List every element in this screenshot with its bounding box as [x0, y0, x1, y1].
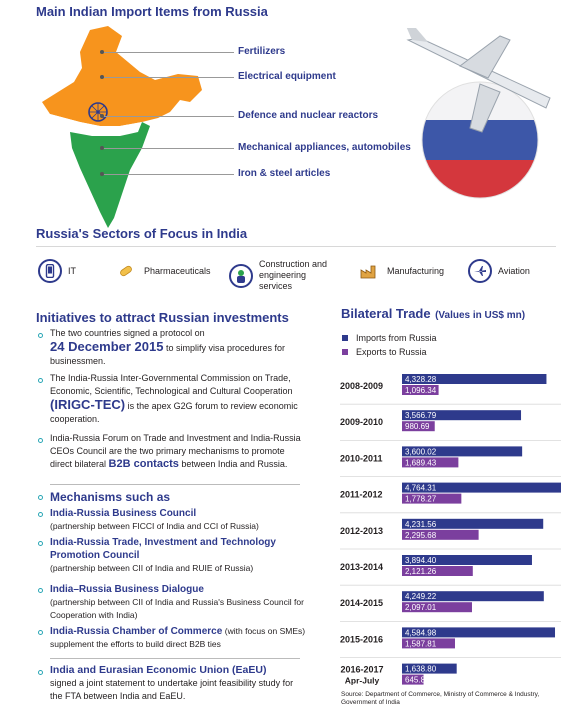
bullet-icon [38, 512, 43, 517]
initiative-text: India-Russia Forum on Trade and Investment and India-Russia CEOs Council are the two primary mechanisms to promote direct bilateral [50, 433, 301, 469]
bar-label-imports: 3,600.02 [405, 447, 437, 457]
chart-title: Bilateral Trade [341, 306, 431, 321]
bar-label-imports: 4,584.98 [405, 628, 437, 638]
chart-legend [342, 331, 437, 359]
divider [50, 484, 300, 485]
bar-label-imports: 1,638.80 [405, 664, 437, 674]
mechanism-business-dialogue [50, 583, 305, 622]
import-item-mechanical: Mechanical appliances, automobiles [238, 142, 411, 153]
bullet-icon [38, 670, 43, 675]
bar-label-exports: 645.81 [405, 675, 430, 685]
sectors-section-title: Russia's Sectors of Focus in India [36, 226, 248, 241]
airplane-icon [468, 259, 492, 283]
mechanism-name: India–Russia Business Dialogue [50, 584, 204, 595]
mechanism-note: supplement the efforts to build direct B2B ties [50, 639, 221, 649]
worker-icon [229, 264, 253, 288]
bar-label-imports: 3,566.79 [405, 411, 437, 421]
sector-manufacturing [357, 259, 444, 283]
chakra-icon [89, 103, 107, 121]
bar-label-exports: 2,097.01 [405, 603, 437, 613]
bar-label-exports: 2,295.68 [405, 530, 437, 540]
import-item-electrical: Electrical equipment [238, 71, 336, 82]
category-label: 2008-2009 [340, 381, 384, 391]
bar-label-imports: 4,249.22 [405, 592, 437, 602]
bar-label-exports: 1,778.27 [405, 494, 437, 504]
mechanism-business-council [50, 507, 305, 533]
india-map [30, 22, 210, 232]
leader-line [102, 174, 234, 175]
mechanism-note: (with focus on SMEs) [224, 626, 306, 636]
sector-it [38, 259, 76, 283]
bar-label-exports: 2,121.26 [405, 567, 437, 576]
eaeu-statement [50, 664, 305, 703]
mechanism-note: (partnership between CII of India and Russia's Business Council for Cooperation with India) [50, 597, 304, 620]
initiative-acronym: (IRIGC-TEC) [50, 397, 126, 412]
bar-label-imports: 4,231.56 [405, 519, 437, 529]
bilateral-trade-chart [336, 366, 565, 690]
factory-icon [357, 259, 381, 283]
mechanism-note: (partnership between FICCI of India and CCI of Russia) [50, 521, 259, 531]
bar-label-exports: 980.69 [405, 422, 430, 432]
mechanism-name: India-Russia Chamber of Commerce [50, 626, 223, 637]
mechanism-chamber [50, 625, 308, 651]
category-label-sub: Apr-July [344, 675, 380, 686]
bullet-icon [38, 378, 43, 383]
mechanism-note: (partnership between CII of India and RUIE of Russia) [50, 563, 254, 573]
bar-label-imports: 3,894.40 [405, 556, 437, 565]
bar-label-exports: 1,096.34 [405, 386, 437, 395]
sector-construction [229, 259, 339, 292]
legend-swatch-exports [342, 349, 348, 355]
category-label: 2013-2014 [340, 562, 384, 572]
legend-label-exports: Exports to Russia [356, 347, 427, 357]
bar-label-imports: 4,328.28 [405, 375, 437, 384]
mechanism-name: India-Russia Trade, Investment and Technology Promotion Council [50, 537, 276, 561]
map-saffron-region [42, 26, 202, 126]
sectors-divider [36, 246, 556, 247]
sector-label: Manufacturing [387, 265, 445, 276]
bar-label-exports: 1,587.81 [405, 639, 437, 649]
mechanism-trade-council [50, 536, 305, 575]
phone-icon [38, 259, 62, 283]
leader-line [102, 148, 234, 149]
leader-dot [100, 114, 104, 118]
legend-item-exports [342, 345, 437, 359]
category-label: 2014-2015 [340, 598, 384, 609]
sector-label: Construction and engineering services [259, 259, 328, 291]
map-green-region [70, 122, 150, 228]
import-item-iron-steel: Iron & steel articles [238, 168, 331, 179]
initiative-forum [50, 432, 305, 471]
initiative-text: is the apex G2G forum to review economic cooperation. [50, 401, 298, 424]
initiatives-title: Initiatives to attract Russian investments [36, 310, 289, 325]
sector-label: IT [68, 265, 76, 276]
category-label: 2015-2016 [340, 634, 384, 645]
import-item-fertilizers: Fertilizers [238, 46, 286, 57]
initiative-text: The two countries signed a protocol on [50, 328, 205, 338]
initiative-text: The India-Russia Inter-Governmental Commission on Trade, Economic, Scientific, Technological and Cultural Cooperation [50, 373, 293, 396]
initiative-irigc [50, 372, 308, 426]
legend-label-imports: Imports from Russia [356, 333, 437, 343]
bullet-icon [38, 541, 43, 546]
leader-dot [100, 50, 104, 54]
sector-pharmaceuticals [114, 259, 211, 283]
sector-label: Aviation [498, 265, 530, 276]
pill-icon [114, 259, 138, 283]
bar-label-imports: 4,764.31 [405, 483, 437, 493]
chart-subtitle: (Values in US$ mn) [435, 310, 526, 321]
leader-line [102, 52, 234, 53]
legend-item-imports [342, 331, 437, 345]
category-label: 2009-2010 [340, 417, 384, 428]
leader-line [102, 77, 234, 78]
bullet-icon [38, 438, 43, 443]
bullet-icon [38, 333, 43, 338]
mechanism-name: India-Russia Business Council [50, 508, 197, 519]
bullet-icon [38, 630, 43, 635]
category-label: 2012-2013 [340, 525, 384, 536]
eaeu-name: India and Eurasian Economic Union (EaEU) [50, 664, 267, 676]
category-label: 2010-2011 [340, 453, 383, 464]
leader-dot [100, 75, 104, 79]
russia-flag-airplane-illustration [400, 28, 560, 218]
sector-aviation [468, 259, 530, 283]
category-label: 2016-2017 [340, 664, 384, 675]
bullet-icon [38, 495, 43, 500]
category-label: 2011-2012 [340, 489, 383, 500]
divider [50, 658, 300, 659]
leader-dot [100, 146, 104, 150]
initiative-b2b: B2B contacts [108, 458, 179, 470]
leader-dot [100, 172, 104, 176]
chart-source: Source: Department of Commerce, Ministry of Commerce & Industry, Government of India [341, 691, 540, 706]
bar-label-exports: 1,689.43 [405, 458, 437, 468]
initiative-text: between India and Russia. [181, 459, 288, 469]
initiative-date: 24 December 2015 [50, 339, 164, 354]
eaeu-text: signed a joint statement to undertake joint feasibility study for the FTA between India and EaEU. [50, 678, 294, 701]
leader-line [102, 116, 234, 117]
sector-label: Pharmaceuticals [144, 265, 211, 276]
bullet-icon [38, 588, 43, 593]
import-section-title: Main Indian Import Items from Russia [36, 4, 268, 19]
initiative-text: to simplify visa procedures for businessmen. [50, 343, 286, 366]
legend-swatch-imports [342, 335, 348, 341]
initiative-visa [50, 327, 305, 368]
import-item-defence: Defence and nuclear reactors [238, 110, 379, 121]
mechanisms-title: Mechanisms such as [50, 490, 171, 504]
chart-heading [341, 305, 525, 323]
